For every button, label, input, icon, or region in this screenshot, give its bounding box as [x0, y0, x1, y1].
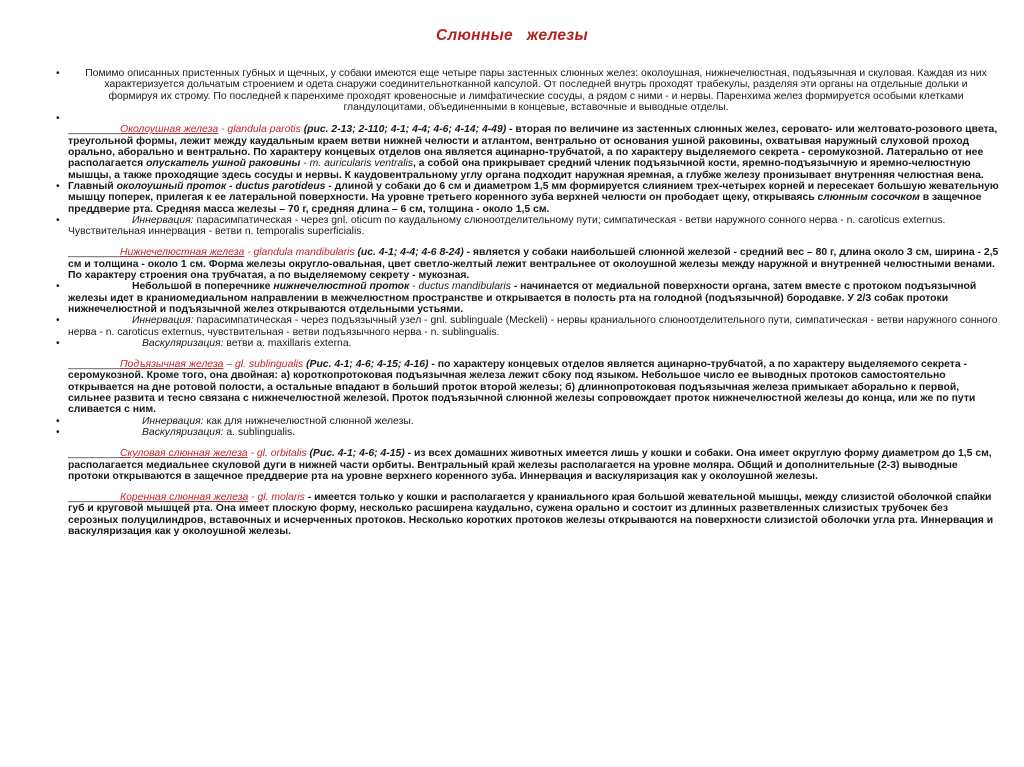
sublingual-refs: (Рис. 4-1; 4-6; 4-15; 4-16) [303, 359, 429, 371]
zygomatic-latin: - gl. orbitalis [247, 448, 307, 460]
mandibular-vasc-label: Васкуляризация: [142, 337, 224, 349]
parotid-muscle-latin: - m. auricularis ventralis [300, 158, 414, 170]
parotid-duct-pre: Главный [68, 180, 117, 192]
bullet: • [56, 113, 60, 125]
mandibular-name: Нижнечелюстная железа [120, 247, 245, 259]
molar-name: Коренная слюнная железа [120, 492, 249, 504]
bullet: • [56, 68, 60, 79]
parotid-text-1: - вторая по величине из застенных слюнных желез, серовато- или желтовато-розового цвета, треугольной формы, лежит между каудальным краем ветви нижней челюсти и атлантом, вентрально от основания ушной раковины, охватывая наружный слуховой проход орально, аборально и вентрально. По характеру концевых отделов она является ацинарно-трубчатой, а по характеру выделяемого секрета - серомукозной. Латерально от нее располагается [68, 124, 998, 170]
mandibular-duct-text: - начинается от медиальной поверхности органа, затем вместе с протоком подъязычной железы идет в краниомедиальном направлении в межчелюстном пространстве и открывается в полость рта на голодной (подъязычной) бородавке. У 2/3 собак протоки нижнечелюстной и подъязычной желез открываются отдельными устьями. [68, 281, 977, 315]
bullet: • [56, 337, 60, 349]
parotid-innervation [56, 215, 1000, 238]
mandibular-duct-pre: Небольшой в поперечнике [132, 281, 274, 293]
underscore-line: _________ [68, 492, 121, 504]
mandibular-refs: (ис. 4-1; 4-4; 4-6 8-24) [354, 247, 464, 259]
bullet: • [56, 426, 60, 438]
parotid-muscle: опускатель ушной раковины [146, 158, 301, 170]
mandibular-vascularization [56, 338, 1000, 349]
parotid-name: Околоушная железа [120, 124, 219, 136]
underscore-line: _________ [68, 359, 121, 371]
molar-latin: - gl. molaris [248, 492, 305, 504]
parotid-duct: околоушный проток [116, 180, 227, 192]
sublingual-paragraph [56, 359, 1000, 415]
sublingual-innervation-label: Иннервация: [142, 415, 204, 427]
intro-paragraph [56, 68, 1000, 113]
bullet: • [56, 281, 60, 293]
molar-text: - имеется только у кошки и располагается у краниального края большой жевательной мышцы, между слизистой оболочкой спайки губ и круговой мышцей рта. Она имеет плоскую форму, несколько расширена каудально, сужена орально и состоит из длинных разветвленных слизистых трубочек без серозных полуцилиндров, вставочных и исчерченных протоков. Несколько коротких протоков железы открываются на поверхности слизистой оболочки угла рта. Иннервация и васкуляризация как у околоушной железы. [68, 492, 994, 537]
sublingual-text: - по характеру концевых отделов является ацинарно-трубчатой, а по характеру выделяемого секрета - серомукозной. Кроме того, она двойная: а) короткопротоковая подъязычная железа лежит сбоку под языком. Небольшое число ее выводных протоков самостоятельно открывается на дне ротовой полости, а остальные впадают в больший проток второй железы; б) длиннопротоковая подъязычная железа примыкает аборально к первой, сильнее развита и тесно связана с нижнечелюстной железой. Проток подъязычной слюнной железы сопровождает проток нижнечелюстной железы до конца, или же по пути сливается с ним. [68, 359, 976, 416]
empty-bullet-row [56, 113, 1000, 124]
mandibular-innervation-text: парасимпатическая - через подъязычный узел - gnl. sublinguale (Meckeli) - нервы краниального слюноотделительного пути, симпатическая - ветви наружного сонного нерва - n. caroticus externus, чувствительная - ветви подъязычного нерва - n. sublingualis. [68, 315, 998, 338]
underscore-line: _________ [68, 124, 121, 136]
mandibular-innervation [56, 315, 1000, 338]
sublingual-innervation [56, 416, 1000, 427]
mandibular-innervation-label: Иннервация: [132, 315, 194, 327]
bullet: • [56, 180, 60, 192]
page-title: Слюнные железы [436, 27, 588, 44]
zygomatic-paragraph [56, 448, 1000, 482]
mandibular-latin: - glandula mandibularis [244, 247, 355, 259]
parotid-innervation-label: Иннервация: [132, 214, 194, 226]
parotid-duct-text-2: в защечное преддверие рта. Средняя масса железы – 70 г, средняя длина – 6 см, толщина - около 1,5 см. [68, 192, 982, 215]
mandibular-duct-latin: - ductus mandibularis [409, 281, 511, 293]
parotid-latin: - glandula parotis [218, 124, 301, 136]
parotid-text-2: , а собой она прикрывает средний членик подъязычной кости, яремно-подъязычную и яремно-челюстную мышцы, а также проходящие здесь сосуды и нервы. К каудовентральному углу органа подходит наружная яремная, а глубже железу пронизывает внутренняя челюстная вена. [68, 158, 984, 181]
sublingual-name: Подъязычная железа [120, 359, 224, 371]
mandibular-text: - является у собаки наибольшей слюнной железой - средний вес – 80 г, длина около 3 см, ширина - 2,5 см и толщина - около 1 см. Форма железы округло-овальная, цвет светло-желтый лежит вентральнее от околоушной железы между наружной и внутренней челюстными венами. По характеру строения она трубчатая, а по выделяемому секрету - мукозная. [68, 247, 999, 282]
parotid-innervation-text: парасимпатическая - через gnl. oticum по каудальному слюноотделительному пути; симпатическая - ветви наружного сонного нерва - n. caroticus externus. Чувствительная иннервация - ветви n. temporalis superficialis. [68, 214, 946, 238]
zygomatic-refs: (Рис. 4-1; 4-6; 4-15) [306, 448, 405, 460]
document-body [56, 68, 1000, 537]
bullet: • [56, 415, 60, 427]
bullet: • [56, 315, 60, 327]
parotid-duct-latin: - ductus parotideus [226, 180, 326, 192]
sublingual-vascularization [56, 427, 1000, 438]
molar-paragraph [56, 492, 1000, 537]
sublingual-innervation-text: как для нижнечелюстной слюнной железы. [203, 415, 414, 427]
parotid-refs: (рис. 2-13; 2-110; 4-1; 4-4; 4-6; 4-14; 4-49) [300, 124, 507, 136]
sublingual-latin: – gl. sublingualis [223, 359, 304, 371]
parotid-duct-paragraph [56, 181, 1000, 215]
sublingual-vasc-text: a. sublingualis. [223, 426, 296, 438]
parotid-duct-text-1: - длиной у собаки до 6 см и диаметром 1,5 мм формируется слиянием трех-четырех корней и пересекает большую жевательную мышцу поперек, прилегая к ее латеральной поверхности. На уровне третьего коренного зуба верхней челюсти он прободает щеку, открываясь [68, 180, 999, 204]
parotid-papilla: слюнным сосочком [817, 192, 920, 204]
parotid-paragraph [56, 124, 1000, 180]
zygomatic-name: Скуловая слюнная железа [120, 448, 248, 460]
zygomatic-text: - из всех домашних животных имеется лишь у кошки и собаки. Она имеет округлую форму диаметром до 1,5 см, располагается медиальнее скуловой дуги в нижней части орбиты. Вентральный край железы располагается на уровне моляра. Общий и дополнительные (2-3) выводные протоки открываются в защечное преддверие рта на уровне верхнего коренного зуба. Иннервация и васкуляризация как у околоушной железы. [68, 448, 992, 482]
mandibular-vasc-text: ветви a. maxillaris externa. [223, 337, 352, 349]
bullet: • [56, 214, 60, 226]
mandibular-duct-paragraph [56, 281, 1000, 315]
mandibular-duct: нижнечелюстной проток [273, 281, 410, 293]
underscore-line: _________ [68, 247, 121, 259]
intro-text: Помимо описанных пристенных губных и щечных, у собаки имеются еще четыре пары застенных слюнных желез: околоушная, нижнечелюстная, подъязычная и скуловая. Каждая из них характеризуется дольчатым строением и одета снаружи соединительнотканной капсулой. От последней внутрь проходят трабекулы, разделяя эти органы на отдельные дольки и формируя их строму. По последней к паренхиме проходят кровеносные и лимфатические сосуды, а рядом с ними - и нервы. Паренхима желез формируется особыми клетками гландулоцитами, объединенными в концевые, вставочные и выводные отделы. [85, 68, 987, 113]
sublingual-vasc-label: Васкуляризация: [142, 426, 224, 438]
mandibular-paragraph [56, 247, 1000, 281]
underscore-line: _________ [68, 448, 121, 460]
